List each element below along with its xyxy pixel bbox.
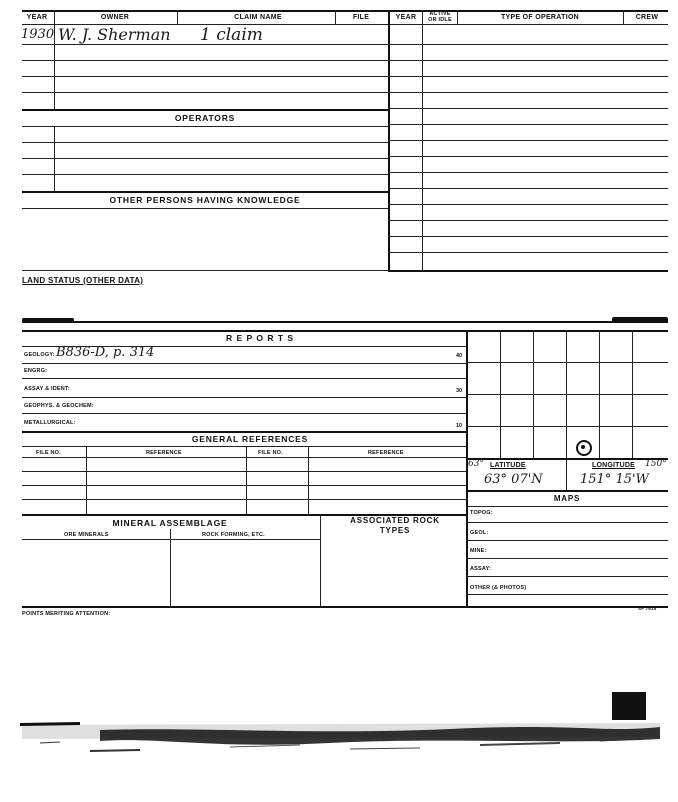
report-geology-code: 40 <box>456 353 463 359</box>
report-metallurgical-code: 10 <box>456 423 463 429</box>
ref-header-file-no-2: FILE NO. <box>258 450 283 456</box>
mineral-assemblage-heading: MINERAL ASSEMBLAGE <box>112 518 228 528</box>
col-header-crew: CREW <box>635 14 659 21</box>
longitude-label: LONGITUDE <box>592 462 636 469</box>
associated-rock-types-heading: ASSOCIATED ROCK TYPES <box>350 516 440 535</box>
report-geology-label: GEOLOGY: <box>24 352 55 358</box>
scan-noise-band <box>0 715 678 775</box>
col-header-claim-name: CLAIM NAME <box>234 14 282 21</box>
col-header-owner: OWNER <box>100 14 130 21</box>
other-persons-heading: OTHER PERSONS HAVING KNOWLEDGE <box>109 195 301 205</box>
latitude-label: LATITUDE <box>490 462 526 469</box>
maps-other-label: OTHER (& PHOTOS) <box>470 585 527 591</box>
ref-header-reference-1: REFERENCE <box>146 450 182 456</box>
report-engrg-label: ENGRG: <box>24 368 48 374</box>
col-header-file: FILE <box>352 14 370 21</box>
maps-geol-label: GEOL: <box>470 530 489 536</box>
land-status-heading: LAND STATUS (OTHER DATA) <box>22 276 144 285</box>
lon-suffix: 150° <box>645 459 667 469</box>
report-geology-value: B836-D, p. 314 <box>56 345 155 360</box>
ref-header-reference-2: REFERENCE <box>368 450 404 456</box>
reports-heading: R E P O R T S <box>225 333 295 343</box>
longitude-value: 151° 15'W <box>580 472 649 487</box>
lat-prefix: 63° <box>468 459 484 469</box>
latitude-value: 63° 07'N <box>484 472 543 487</box>
ore-minerals-header: ORE MINERALS <box>64 532 109 538</box>
claim-owner: W. J. Sherman <box>58 25 171 44</box>
form-code: SF 7915 <box>638 606 657 611</box>
claim-year: 1930 <box>21 27 55 42</box>
col-header-year: YEAR <box>26 14 48 21</box>
maps-heading: MAPS <box>553 494 581 503</box>
report-metallurgical-label: METALLURGICAL: <box>24 420 76 426</box>
general-references-heading: GENERAL REFERENCES <box>191 434 309 444</box>
operators-heading: OPERATORS <box>174 113 236 123</box>
report-geophys-label: GEOPHYS. & GEOCHEM: <box>24 403 94 409</box>
col-header-active-idle: ACTIVE OR IDLE <box>428 11 452 23</box>
col-header-op-year: YEAR <box>395 14 417 21</box>
report-assay-code: 30 <box>456 388 463 394</box>
maps-topog-label: TOPOG: <box>470 510 493 516</box>
rock-forming-header: ROCK FORMING, ETC. <box>202 532 265 538</box>
maps-assay-label: ASSAY: <box>470 566 492 572</box>
ref-header-file-no-1: FILE NO. <box>36 450 61 456</box>
report-assay-label: ASSAY & IDENT: <box>24 386 70 392</box>
points-meriting-attention-label: POINTS MERITING ATTENTION: <box>22 611 111 617</box>
col-header-type-of-operation: TYPE OF OPERATION <box>500 14 580 21</box>
claim-name: 1 claim <box>200 25 263 45</box>
maps-mine-label: MINE: <box>470 548 487 554</box>
